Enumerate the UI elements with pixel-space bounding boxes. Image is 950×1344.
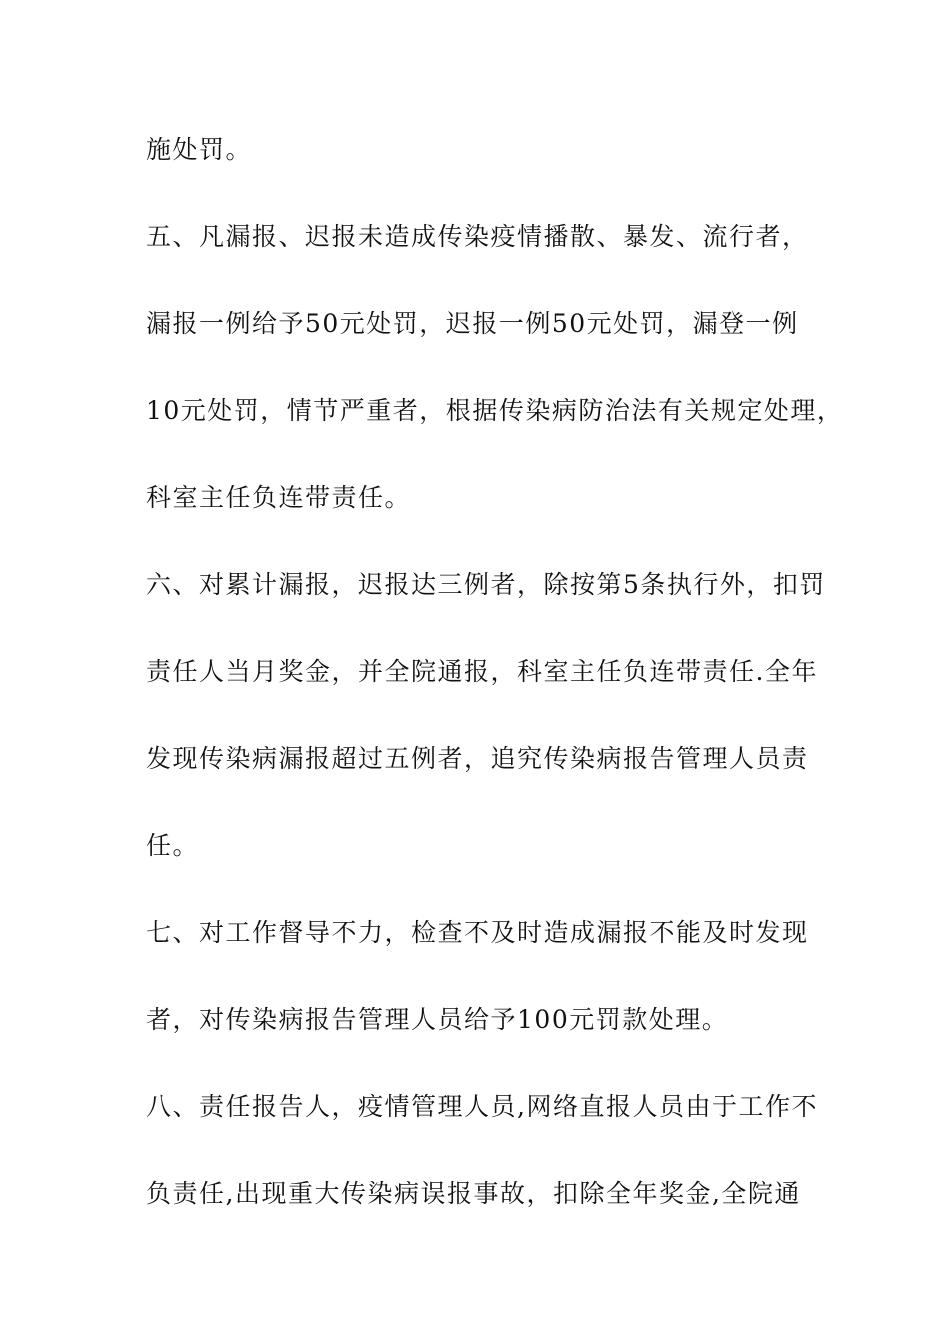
text-line-9: 任。: [146, 831, 200, 860]
text-line-2: 五、凡漏报、迟报未造成传染疫情播散、暴发、流行者，: [146, 222, 809, 251]
text-line-7: 责任人当月奖金，并全院通报，科室主任负连带责任.全年: [146, 657, 818, 686]
text-line-8: 发现传染病漏报超过五例者，追究传染病报告管理人员责: [146, 744, 809, 773]
text-line-12: 八、责任报告人，疫情管理人员,网络直报人员由于工作不: [146, 1092, 818, 1121]
text-line-1: 施处罚。: [146, 135, 253, 164]
text-line-13: 负责任,出现重大传染病误报事故，扣除全年奖金,全院通: [146, 1179, 801, 1208]
text-line-3: 漏报一例给予50元处罚，迟报一例50元处罚，漏登一例: [146, 309, 799, 338]
text-line-10: 七、对工作督导不力，检查不及时造成漏报不能及时发现: [146, 918, 809, 947]
text-line-11: 者，对传染病报告管理人员给予100元罚款处理。: [146, 1005, 729, 1034]
text-line-6: 六、对累计漏报，迟报达三例者，除按第5条执行外，扣罚: [146, 570, 826, 599]
text-line-5: 科室主任负连带责任。: [146, 483, 412, 512]
text-line-4: 10元处罚，情节严重者，根据传染病防治法有关规定处理，: [146, 396, 844, 425]
